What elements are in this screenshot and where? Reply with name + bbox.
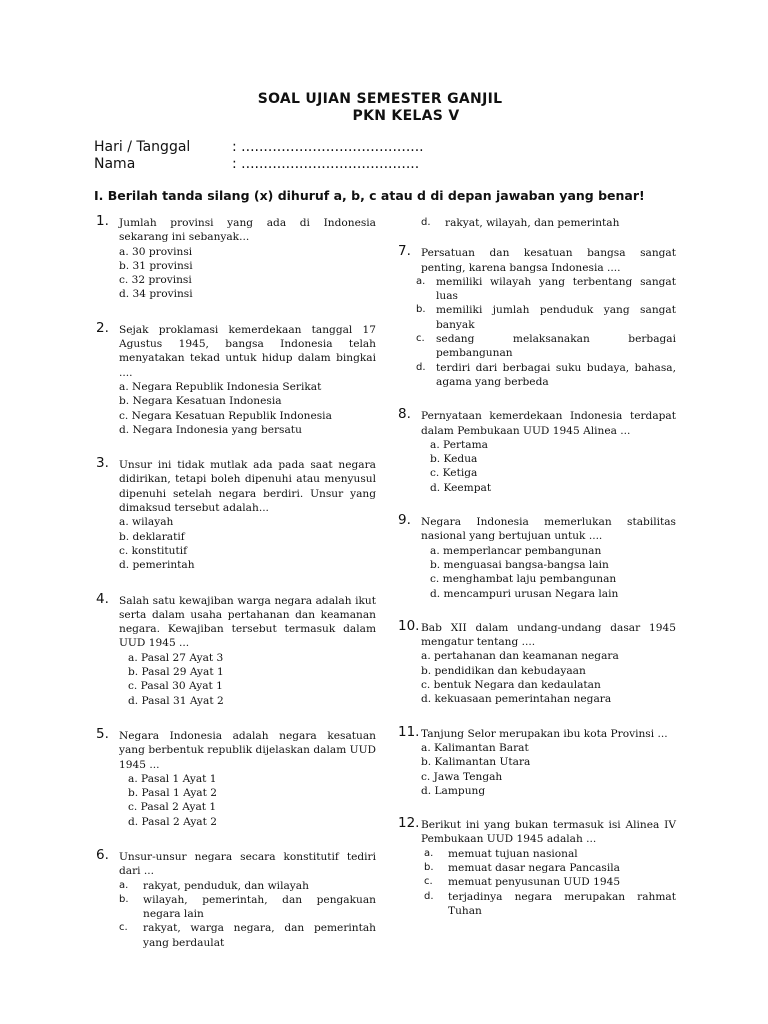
option-text: rakyat, warga negara, dan pemerintah yang berdaulat bbox=[143, 922, 376, 949]
option-b: b. Negara Kesatuan Indonesia bbox=[119, 395, 282, 408]
option-b bbox=[119, 893, 376, 922]
option-letter: d. bbox=[424, 890, 434, 902]
option-c: c. Jawa Tengah bbox=[421, 770, 503, 783]
option-c: c. Ketiga bbox=[430, 467, 478, 480]
left-column bbox=[96, 213, 376, 950]
date-row bbox=[94, 139, 424, 155]
option-letter: a. bbox=[416, 275, 426, 287]
question-10 bbox=[398, 617, 676, 707]
option-d: d. Pasal 2 Ayat 2 bbox=[128, 815, 217, 828]
option-letter: d. bbox=[416, 361, 426, 373]
question-3 bbox=[96, 455, 376, 572]
option-d: d. kekuasaan pemerintahan negara bbox=[421, 693, 612, 706]
option-letter: b. bbox=[119, 893, 129, 905]
question-number: 2. bbox=[96, 319, 109, 336]
date-label: Hari / Tanggal bbox=[94, 139, 191, 155]
question-text: Berikut ini yang bukan termasuk isi Alinea IV Pembukaan UUD 1945 adalah ... bbox=[421, 819, 676, 846]
option-text: rakyat, penduduk, dan wilayah bbox=[143, 879, 309, 892]
question-5 bbox=[96, 725, 376, 829]
option-text: memuat penyusunan UUD 1945 bbox=[448, 876, 621, 889]
option-b: b. Pasal 29 Ayat 1 bbox=[128, 666, 224, 679]
option-text: rakyat, wilayah, dan pemerintah bbox=[445, 217, 620, 229]
option-letter: d. bbox=[421, 217, 431, 228]
option-a: a. wilayah bbox=[119, 516, 174, 529]
option-c bbox=[416, 332, 676, 361]
option-d bbox=[421, 216, 676, 230]
option-d: d. 34 provinsi bbox=[119, 288, 193, 301]
option-c: c. Pasal 30 Ayat 1 bbox=[128, 680, 223, 693]
option-letter: b. bbox=[416, 304, 426, 316]
question-text: Negara Indonesia memerlukan stabilitas nasional yang bertujuan untuk .... bbox=[421, 516, 676, 543]
option-b: b. Pasal 1 Ayat 2 bbox=[128, 787, 217, 800]
question-text: Negara Indonesia adalah negara kesatuan yang berbentuk republik dijelaskan dalam UUD 1945 ... bbox=[119, 729, 376, 771]
option-c bbox=[119, 921, 376, 950]
option-a: a. memperlancar pembangunan bbox=[430, 544, 602, 557]
option-text: terdiri dari berbagai suku budaya, bahasa, agama yang berbeda bbox=[436, 361, 676, 388]
question-text: Pernyataan kemerdekaan Indonesia terdapat dalam Pembukaan UUD 1945 Alinea ... bbox=[421, 410, 676, 437]
question-text: Unsur-unsur negara secara konstitutif tediri dari ... bbox=[119, 850, 376, 878]
option-d: d. Negara Indonesia yang bersatu bbox=[119, 423, 302, 436]
question-number: 4. bbox=[96, 590, 109, 607]
option-a bbox=[424, 847, 676, 861]
exam-subtitle: PKN KELAS V bbox=[352, 108, 460, 124]
option-d: d. mencampuri urusan Negara lain bbox=[430, 587, 619, 600]
option-b: b. Kalimantan Utara bbox=[421, 756, 531, 769]
option-text: memiliki wilayah yang terbentang sangat luas bbox=[436, 275, 676, 303]
option-letter: c. bbox=[424, 876, 433, 888]
option-a: a. Pertama bbox=[430, 438, 488, 451]
option-d bbox=[416, 361, 676, 390]
exam-title: SOAL UJIAN SEMESTER GANJIL bbox=[257, 91, 503, 107]
option-letter: c. bbox=[119, 922, 128, 934]
option-c: c. menghambat laju pembangunan bbox=[430, 573, 617, 586]
option-a: a. 30 provinsi bbox=[119, 245, 193, 258]
option-letter: c. bbox=[416, 333, 425, 345]
option-b: b. 31 provinsi bbox=[119, 259, 193, 272]
question-number: 11. bbox=[398, 723, 420, 740]
option-b: b. deklaratif bbox=[119, 530, 185, 543]
question-text: Bab XII dalam undang-undang dasar 1945 mengatur tentang .... bbox=[421, 621, 676, 649]
option-d: d. Keempat bbox=[430, 481, 492, 494]
question-7 bbox=[398, 243, 676, 389]
option-b bbox=[416, 303, 676, 332]
option-c: c. konstitutif bbox=[119, 544, 188, 557]
question-11 bbox=[398, 723, 676, 798]
option-b: b. menguasai bangsa-bangsa lain bbox=[430, 558, 609, 571]
option-a: a. Pasal 1 Ayat 1 bbox=[128, 772, 217, 785]
question-6 bbox=[96, 846, 376, 950]
option-b bbox=[424, 861, 676, 875]
question-number: 12. bbox=[398, 815, 420, 832]
question-text: Sejak proklamasi kemerdekaan tanggal 17 Agustus 1945, bangsa Indonesia telah menyatakan tekad untuk hidup dalam bingkai .... bbox=[119, 323, 376, 379]
question-number: 7. bbox=[398, 243, 411, 260]
option-c bbox=[424, 875, 676, 889]
option-d: d. pemerintah bbox=[119, 559, 195, 572]
question-text: Unsur ini tidak mutlak ada pada saat negara didirikan, tetapi boleh dipenuhi atau menyusul dipenuhi setelah negara berdiri. Unsur yang dimaksud tersebut adalah... bbox=[119, 459, 376, 515]
question-number: 10. bbox=[398, 617, 420, 634]
right-column bbox=[398, 216, 676, 918]
option-letter: a. bbox=[119, 879, 129, 891]
option-text: memuat dasar negara Pancasila bbox=[448, 861, 620, 874]
option-d: d. Pasal 31 Ayat 2 bbox=[128, 694, 224, 707]
option-d: d. Lampung bbox=[421, 784, 486, 797]
question-text: Tanjung Selor merupakan ibu kota Provinsi ... bbox=[421, 727, 668, 740]
option-d bbox=[424, 890, 676, 919]
question-text: Salah satu kewajiban warga negara adalah ikut serta dalam usaha pertahanan dan keamanan negara. Kewajiban tersebut termasuk dalam UUD 1945 ... bbox=[119, 594, 376, 650]
option-c: c. Negara Kesatuan Republik Indonesia bbox=[119, 409, 332, 422]
question-12 bbox=[398, 815, 676, 918]
question-text: Jumlah provinsi yang ada di Indonesia sekarang ini sebanyak... bbox=[119, 217, 376, 244]
question-number: 5. bbox=[96, 725, 109, 742]
name-blank: : ........................................ bbox=[232, 156, 420, 172]
option-text: memiliki jumlah penduduk yang sangat banyak bbox=[436, 304, 676, 331]
date-blank: : ......................................... bbox=[232, 139, 424, 155]
question-text: Persatuan dan kesatuan bangsa sangat penting, karena bangsa Indonesia .... bbox=[421, 247, 676, 274]
question-1 bbox=[96, 213, 376, 302]
option-b: b. Kedua bbox=[430, 453, 478, 466]
option-a: a. Negara Republik Indonesia Serikat bbox=[119, 380, 322, 393]
name-row bbox=[94, 156, 419, 172]
option-a: a. Pasal 27 Ayat 3 bbox=[128, 651, 224, 664]
question-number: 8. bbox=[398, 406, 411, 423]
question-9 bbox=[398, 512, 676, 601]
name-label: Nama bbox=[94, 156, 136, 172]
question-number: 9. bbox=[398, 512, 411, 529]
option-letter: a. bbox=[424, 847, 434, 859]
option-text: wilayah, pemerintah, dan pengakuan negara lain bbox=[143, 893, 376, 921]
question-4 bbox=[96, 590, 376, 708]
question-number: 1. bbox=[96, 213, 109, 229]
option-a bbox=[416, 275, 676, 304]
option-b: b. pendidikan dan kebudayaan bbox=[421, 664, 586, 677]
instruction: I. Berilah tanda silang (x) dihuruf a, b, c atau d di depan jawaban yang benar! bbox=[94, 188, 645, 203]
question-number: 3. bbox=[96, 455, 109, 472]
option-text: terjadinya negara merupakan rahmat Tuhan bbox=[448, 890, 676, 917]
question-6-continuation bbox=[421, 216, 676, 230]
option-a: a. pertahanan dan keamanan negara bbox=[421, 650, 619, 663]
option-c: c. 32 provinsi bbox=[119, 274, 192, 287]
option-text: memuat tujuan nasional bbox=[448, 847, 578, 860]
option-c: c. Pasal 2 Ayat 1 bbox=[128, 801, 217, 814]
option-a bbox=[119, 879, 376, 893]
option-c: c. bentuk Negara dan kedaulatan bbox=[421, 679, 601, 692]
question-2 bbox=[96, 319, 376, 437]
option-a: a. Kalimantan Barat bbox=[421, 741, 529, 754]
question-8 bbox=[398, 406, 676, 495]
question-number: 6. bbox=[96, 846, 109, 863]
option-letter: b. bbox=[424, 861, 434, 873]
option-text: sedang melaksanakan berbagai pembangunan bbox=[436, 333, 676, 360]
